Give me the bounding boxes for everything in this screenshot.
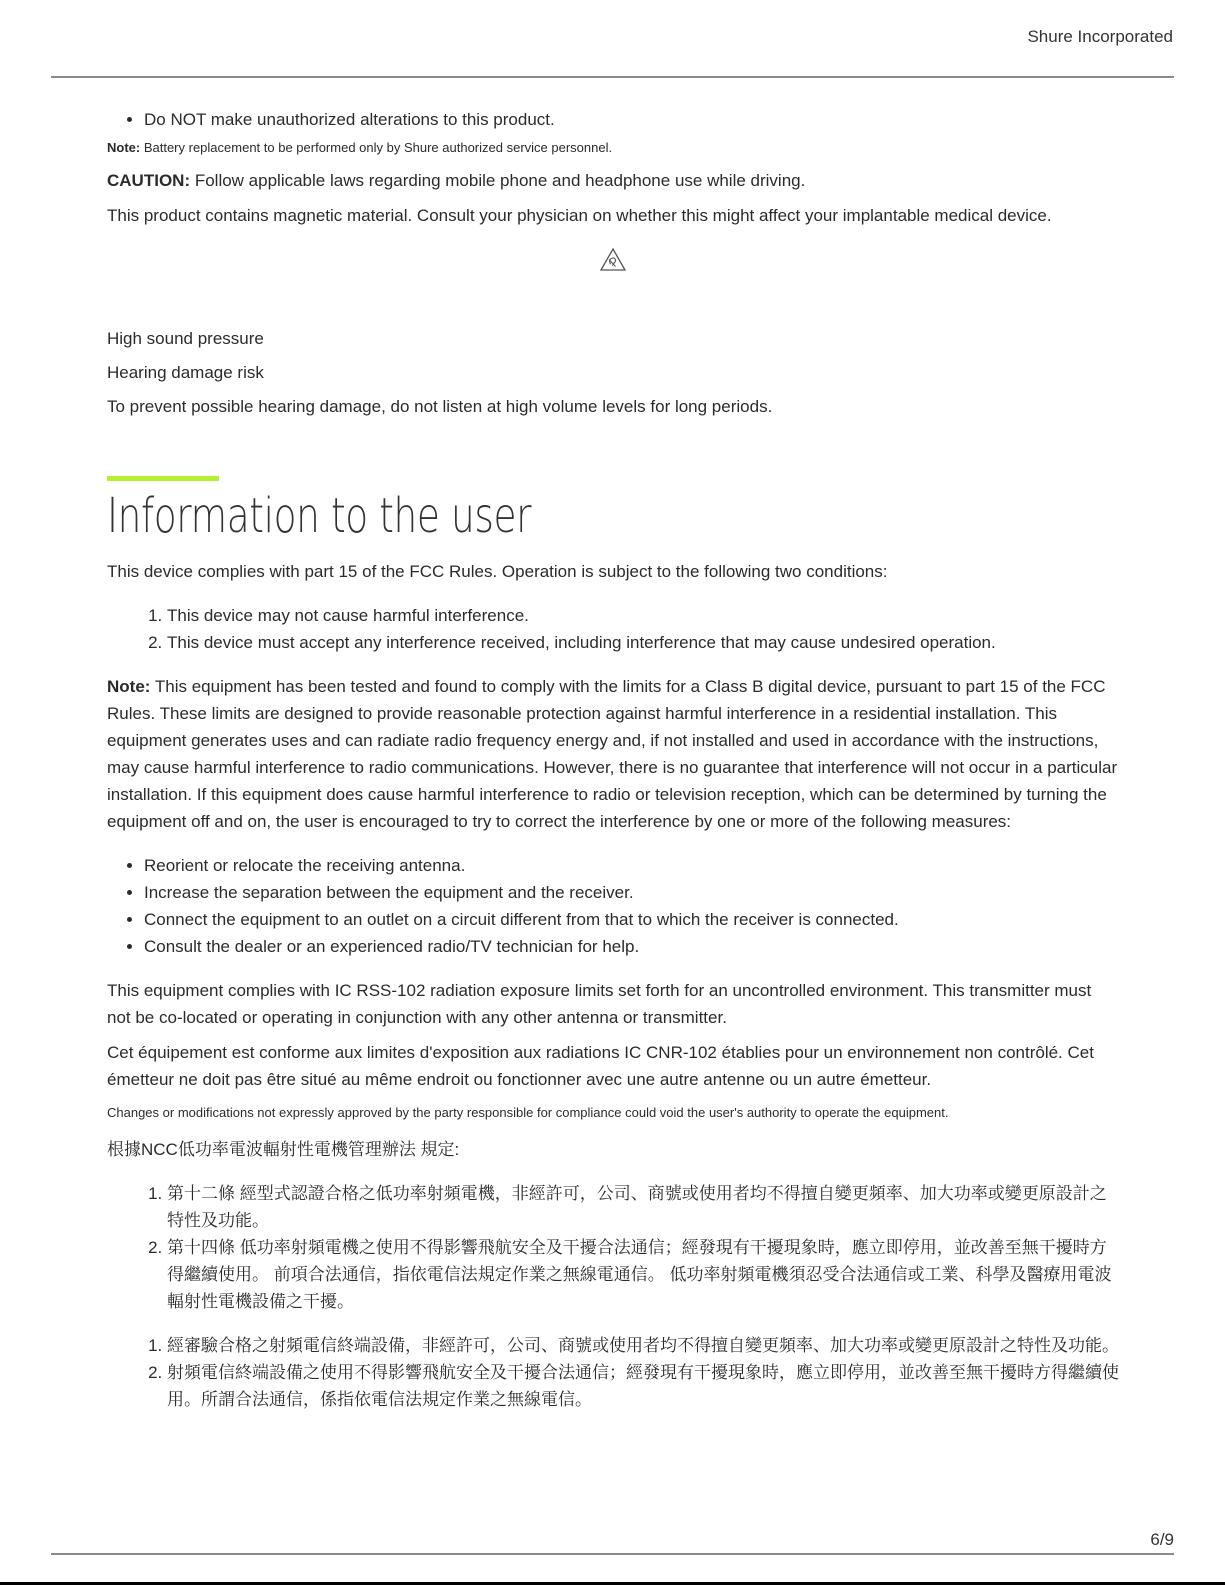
list-item: 2. 射頻電信終端設備之使用不得影響飛航安全及干擾合法通信；經發現有干擾現象時，應立即停用，並改善至無干擾時方得繼續使用。所謂合法通信，係指依電信法規定作業之無線電信。 [167,1359,1119,1413]
note-label: Note: [107,140,141,155]
ncc-intro: 根據NCC低功率電波輻射性電機管理辦法 規定: [107,1140,460,1159]
hearing-warning-icon [599,247,627,273]
magnetic-paragraph: This product contains magnetic material. Consult your physician on whether this might affect your implantable medical device. [107,206,1052,225]
note-text: This equipment has been tested and found to comply with the limits for a Class B digital device, pursuant to part 15 of the FCC Rules. These limits are designed to provide reasonable protection against harmful interference in a residential installation. This equipment generates uses and can radiate radio frequency energy and, if not installed and used in accordance with the instructions, may cause harmful interference to radio communications. However, there is no guarantee that interference will not occur in a particular installation. If this equipment does cause harmful interference to radio or television reception, which can be determined by turning the equipment off and on, the user is encouraged to try to correct the interference by one or more of the following measures: [107,677,1118,831]
battery-note [107,139,1119,157]
list-item: 1. This device may not cause harmful interference. [167,602,1119,629]
list-item: 1. 經審驗合格之射頻電信終端設備，非經許可，公司、商號或使用者均不得擅自變更頻率、加大功率或變更原設計之特性及功能。 [167,1332,1119,1359]
list-item: • Connect the equipment to an outlet on a circuit different from that to which the receiver is connected. [144,906,1119,933]
page-content [107,106,1119,1413]
list-item: • Increase the separation between the equipment and the receiver. [144,879,1119,906]
caution-text: Follow applicable laws regarding mobile phone and headphone use while driving. [190,171,806,190]
header-company-name: Shure Incorporated [1027,27,1173,46]
ic-english-paragraph: This equipment complies with IC RSS-102 radiation exposure limits set forth for an uncontrolled environment. This transmitter must not be co-located or operating in conjunction with any other antenna or transmitter. [107,981,1092,1027]
ncc-list-2 [107,1332,1119,1413]
caution-paragraph [107,167,1119,194]
fcc-note-paragraph [107,673,1119,835]
fcc-conditions-list [107,602,1119,656]
list-item: 2. This device must accept any interference received, including interference that may cause undesired operation. [167,629,1119,656]
hearing-line-3: To prevent possible hearing damage, do not listen at high volume levels for long periods. [107,397,773,416]
ic-french-paragraph: Cet équipement est conforme aux limites d'exposition aux radiations IC CNR-102 établies pour un environnement non contrôlé. Cet émetteur ne doit pas être situé au même endroit ou fonctionner avec une autre antenne ou un autre émetteur. [107,1043,1094,1089]
caution-label: CAUTION: [107,171,191,190]
note-label: Note: [107,677,151,696]
list-item: • Reorient or relocate the receiving antenna. [144,852,1119,879]
ncc-list-1 [107,1180,1119,1315]
top-bullet-list [107,106,1119,133]
hearing-line-2: Hearing damage risk [107,363,264,382]
section-accent-bar [107,476,219,481]
page-number: 6/9 [1150,1530,1174,1549]
header-divider [51,76,1174,78]
list-item: 1. 第十二條 經型式認證合格之低功率射頻電機，非經許可，公司、商號或使用者均不得擅自變更頻率、加大功率或變更原設計之特性及功能。 [167,1180,1119,1234]
fcc-intro: This device complies with part 15 of the FCC Rules. Operation is subject to the following two conditions: [107,562,888,581]
hearing-line-1: High sound pressure [107,329,264,348]
section-title: Information to the user [107,488,532,544]
list-item: • Consult the dealer or an experienced radio/TV technician for help. [144,933,1119,960]
list-item: 2. 第十四條 低功率射頻電機之使用不得影響飛航安全及干擾合法通信；經發現有干擾現象時，應立即停用，並改善至無干擾時方得繼續使用。 前項合法通信，指依電信法規定作業之無線電通信。 低功率射頻電機須忍受合法通信或工業、科學及醫療用電波輻射性電機設備之干擾。 [167,1234,1119,1315]
measures-list [107,852,1119,960]
list-item: • Do NOT make unauthorized alterations to this product. [144,106,1119,133]
hearing-icon-row [107,247,1119,273]
changes-paragraph: Changes or modifications not expressly approved by the party responsible for compliance could void the user's authority to operate the equipment. [107,1105,949,1120]
note-text: Battery replacement to be performed only by Shure authorized service personnel. [140,140,613,155]
footer-divider [51,1553,1174,1555]
